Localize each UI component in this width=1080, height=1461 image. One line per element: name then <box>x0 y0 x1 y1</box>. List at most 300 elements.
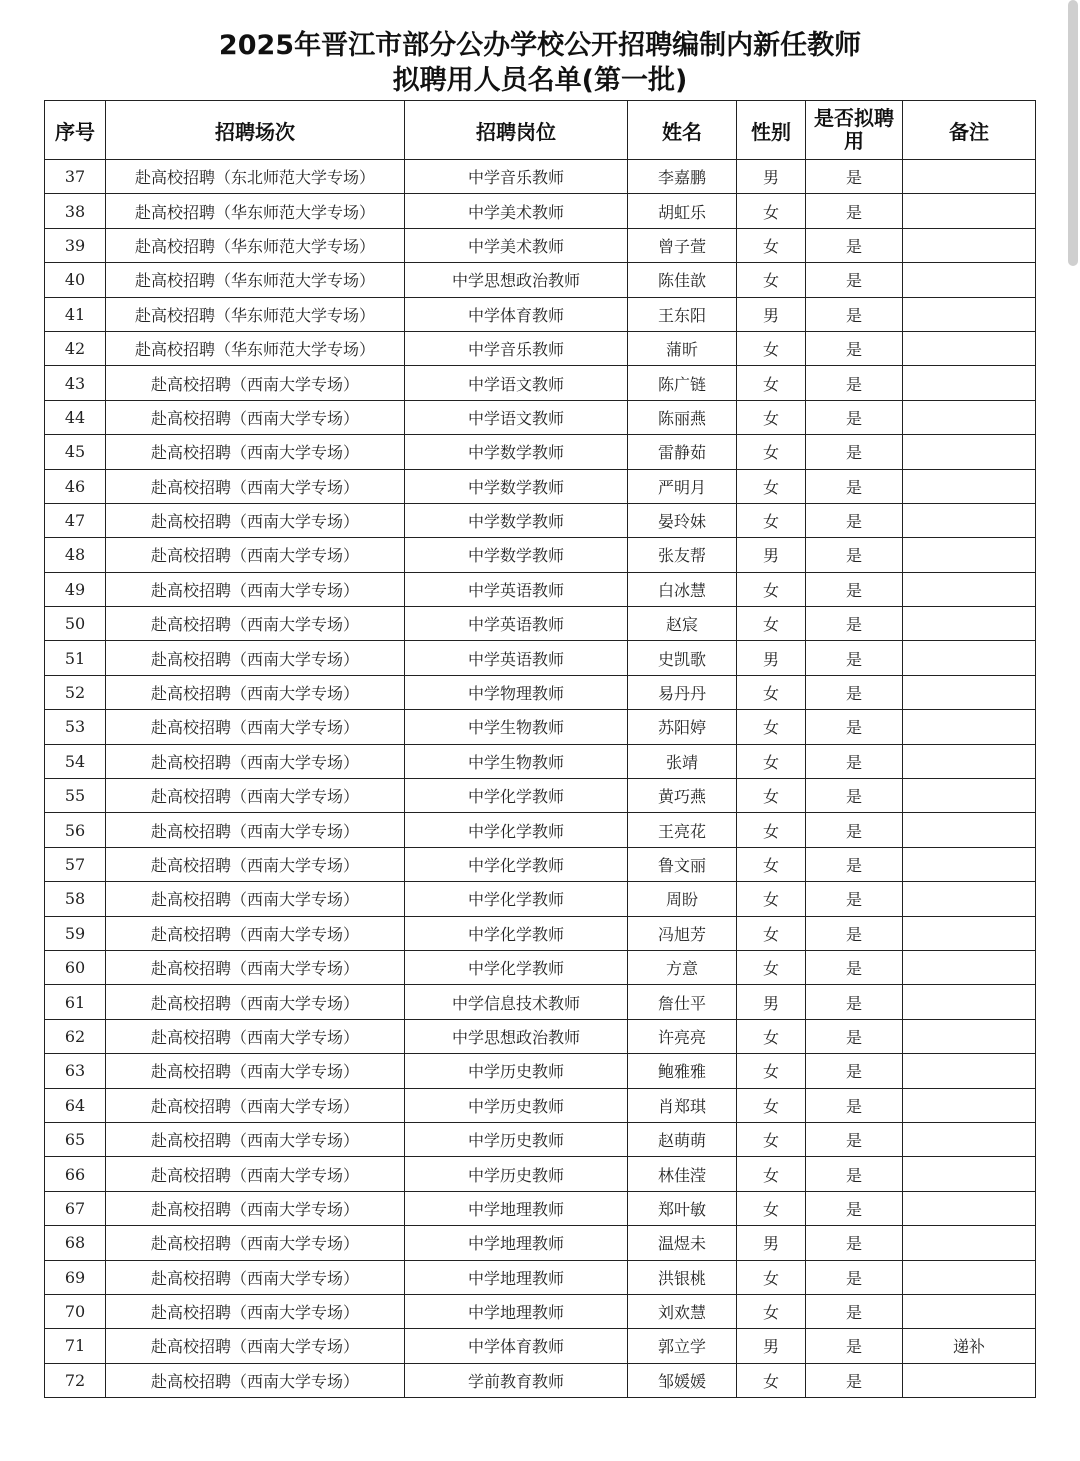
cell-index: 71 <box>45 1329 106 1363</box>
cell-note <box>903 297 1036 331</box>
cell-position: 中学信息技术教师 <box>405 985 628 1019</box>
table-row <box>45 744 1036 778</box>
cell-name: 郑叶敏 <box>628 1191 737 1225</box>
cell-index: 52 <box>45 675 106 709</box>
cell-note <box>903 847 1036 881</box>
header-name: 姓名 <box>628 101 737 160</box>
cell-gender: 女 <box>737 710 806 744</box>
cell-name: 邹媛媛 <box>628 1363 737 1397</box>
cell-note <box>903 435 1036 469</box>
cell-name: 刘欢慧 <box>628 1294 737 1328</box>
cell-session: 赴高校招聘（西南大学专场） <box>106 503 405 537</box>
table-row <box>45 297 1036 331</box>
document-title-line2: 拟聘用人员名单(第一批) <box>392 65 688 96</box>
cell-position: 中学地理教师 <box>405 1191 628 1225</box>
cell-note <box>903 538 1036 572</box>
cell-index: 47 <box>45 503 106 537</box>
cell-index: 58 <box>45 882 106 916</box>
cell-gender: 女 <box>737 607 806 641</box>
table-row <box>45 1260 1036 1294</box>
cell-index: 48 <box>45 538 106 572</box>
cell-note <box>903 813 1036 847</box>
cell-hire: 是 <box>806 847 903 881</box>
cell-gender: 女 <box>737 194 806 228</box>
cell-session: 赴高校招聘（西南大学专场） <box>106 1088 405 1122</box>
cell-index: 37 <box>45 160 106 194</box>
cell-position: 中学美术教师 <box>405 194 628 228</box>
cell-position: 中学体育教师 <box>405 1329 628 1363</box>
cell-gender: 女 <box>737 813 806 847</box>
cell-session: 赴高校招聘（西南大学专场） <box>106 813 405 847</box>
table-row <box>45 779 1036 813</box>
cell-note <box>903 641 1036 675</box>
cell-hire: 是 <box>806 675 903 709</box>
cell-note <box>903 1122 1036 1156</box>
cell-note: 递补 <box>903 1329 1036 1363</box>
table-row <box>45 228 1036 262</box>
cell-position: 中学化学教师 <box>405 779 628 813</box>
cell-session: 赴高校招聘（西南大学专场） <box>106 950 405 984</box>
cell-position: 中学数学教师 <box>405 435 628 469</box>
cell-index: 68 <box>45 1226 106 1260</box>
cell-name: 鲁文丽 <box>628 847 737 881</box>
cell-hire: 是 <box>806 882 903 916</box>
cell-hire: 是 <box>806 1294 903 1328</box>
cell-gender: 女 <box>737 882 806 916</box>
cell-index: 63 <box>45 1054 106 1088</box>
cell-note <box>903 1054 1036 1088</box>
header-index: 序号 <box>45 101 106 160</box>
cell-index: 46 <box>45 469 106 503</box>
cell-position: 中学英语教师 <box>405 572 628 606</box>
table-row <box>45 366 1036 400</box>
cell-note <box>903 228 1036 262</box>
cell-hire: 是 <box>806 1226 903 1260</box>
cell-gender: 女 <box>737 572 806 606</box>
cell-session: 赴高校招聘（西南大学专场） <box>106 641 405 675</box>
cell-name: 曾子萱 <box>628 228 737 262</box>
table-row <box>45 1363 1036 1397</box>
cell-note <box>903 1019 1036 1053</box>
cell-hire: 是 <box>806 813 903 847</box>
cell-name: 王亮花 <box>628 813 737 847</box>
cell-gender: 男 <box>737 641 806 675</box>
cell-name: 张友帮 <box>628 538 737 572</box>
cell-hire: 是 <box>806 916 903 950</box>
cell-note <box>903 675 1036 709</box>
cell-hire: 是 <box>806 1260 903 1294</box>
cell-index: 43 <box>45 366 106 400</box>
cell-gender: 女 <box>737 1157 806 1191</box>
cell-position: 中学语文教师 <box>405 400 628 434</box>
cell-note <box>903 194 1036 228</box>
cell-hire: 是 <box>806 1019 903 1053</box>
cell-position: 中学数学教师 <box>405 538 628 572</box>
cell-name: 史凯歌 <box>628 641 737 675</box>
cell-position: 中学音乐教师 <box>405 160 628 194</box>
header-session: 招聘场次 <box>106 101 405 160</box>
cell-session: 赴高校招聘（西南大学专场） <box>106 469 405 503</box>
cell-session: 赴高校招聘（华东师范大学专场） <box>106 228 405 262</box>
cell-hire: 是 <box>806 744 903 778</box>
cell-gender: 女 <box>737 1019 806 1053</box>
cell-position: 中学美术教师 <box>405 228 628 262</box>
cell-index: 64 <box>45 1088 106 1122</box>
cell-index: 54 <box>45 744 106 778</box>
cell-name: 胡虹乐 <box>628 194 737 228</box>
table-row <box>45 400 1036 434</box>
cell-hire: 是 <box>806 228 903 262</box>
cell-gender: 女 <box>737 779 806 813</box>
cell-note <box>903 1226 1036 1260</box>
cell-hire: 是 <box>806 194 903 228</box>
cell-session: 赴高校招聘（华东师范大学专场） <box>106 194 405 228</box>
cell-gender: 女 <box>737 1260 806 1294</box>
cell-name: 晏玲妹 <box>628 503 737 537</box>
cell-name: 张靖 <box>628 744 737 778</box>
cell-position: 中学数学教师 <box>405 503 628 537</box>
cell-session: 赴高校招聘（西南大学专场） <box>106 1019 405 1053</box>
cell-name: 许亮亮 <box>628 1019 737 1053</box>
cell-position: 中学数学教师 <box>405 469 628 503</box>
cell-name: 赵萌萌 <box>628 1122 737 1156</box>
cell-gender: 男 <box>737 160 806 194</box>
cell-session: 赴高校招聘（华东师范大学专场） <box>106 263 405 297</box>
cell-position: 中学物理教师 <box>405 675 628 709</box>
cell-session: 赴高校招聘（东北师范大学专场） <box>106 160 405 194</box>
cell-session: 赴高校招聘（西南大学专场） <box>106 744 405 778</box>
cell-note <box>903 1260 1036 1294</box>
table-row <box>45 882 1036 916</box>
cell-gender: 女 <box>737 228 806 262</box>
cell-note <box>903 263 1036 297</box>
table-row <box>45 1294 1036 1328</box>
cell-session: 赴高校招聘（西南大学专场） <box>106 1122 405 1156</box>
cell-session: 赴高校招聘（西南大学专场） <box>106 1294 405 1328</box>
cell-gender: 男 <box>737 1329 806 1363</box>
cell-session: 赴高校招聘（西南大学专场） <box>106 916 405 950</box>
cell-name: 黄巧燕 <box>628 779 737 813</box>
cell-hire: 是 <box>806 1054 903 1088</box>
cell-name: 周盼 <box>628 882 737 916</box>
candidate-table <box>44 100 1036 1398</box>
cell-hire: 是 <box>806 538 903 572</box>
cell-position: 中学化学教师 <box>405 847 628 881</box>
cell-name: 洪银桃 <box>628 1260 737 1294</box>
cell-session: 赴高校招聘（西南大学专场） <box>106 1329 405 1363</box>
cell-note <box>903 744 1036 778</box>
cell-name: 冯旭芳 <box>628 916 737 950</box>
cell-gender: 女 <box>737 916 806 950</box>
cell-name: 肖郑琪 <box>628 1088 737 1122</box>
cell-name: 方意 <box>628 950 737 984</box>
cell-gender: 男 <box>737 985 806 1019</box>
cell-session: 赴高校招聘（西南大学专场） <box>106 847 405 881</box>
cell-session: 赴高校招聘（华东师范大学专场） <box>106 297 405 331</box>
cell-index: 70 <box>45 1294 106 1328</box>
cell-gender: 女 <box>737 435 806 469</box>
cell-position: 中学思想政治教师 <box>405 263 628 297</box>
table-row <box>45 1329 1036 1363</box>
cell-note <box>903 1294 1036 1328</box>
cell-position: 中学英语教师 <box>405 607 628 641</box>
table-row <box>45 160 1036 194</box>
cell-index: 38 <box>45 194 106 228</box>
cell-note <box>903 1157 1036 1191</box>
cell-note <box>903 572 1036 606</box>
cell-name: 李嘉鹏 <box>628 160 737 194</box>
cell-gender: 女 <box>737 503 806 537</box>
cell-index: 40 <box>45 263 106 297</box>
cell-note <box>903 1191 1036 1225</box>
cell-gender: 男 <box>737 538 806 572</box>
cell-index: 53 <box>45 710 106 744</box>
cell-position: 中学体育教师 <box>405 297 628 331</box>
table-row <box>45 847 1036 881</box>
cell-position: 中学化学教师 <box>405 813 628 847</box>
table-row <box>45 572 1036 606</box>
table-row <box>45 1122 1036 1156</box>
cell-index: 59 <box>45 916 106 950</box>
cell-index: 67 <box>45 1191 106 1225</box>
cell-hire: 是 <box>806 435 903 469</box>
cell-session: 赴高校招聘（西南大学专场） <box>106 985 405 1019</box>
cell-note <box>903 950 1036 984</box>
cell-index: 65 <box>45 1122 106 1156</box>
table-row <box>45 1054 1036 1088</box>
cell-hire: 是 <box>806 779 903 813</box>
cell-gender: 女 <box>737 1054 806 1088</box>
cell-hire: 是 <box>806 297 903 331</box>
table-row <box>45 538 1036 572</box>
cell-hire: 是 <box>806 710 903 744</box>
cell-position: 中学英语教师 <box>405 641 628 675</box>
table-row <box>45 331 1036 365</box>
table-row <box>45 985 1036 1019</box>
cell-hire: 是 <box>806 331 903 365</box>
cell-index: 45 <box>45 435 106 469</box>
cell-hire: 是 <box>806 1088 903 1122</box>
cell-note <box>903 985 1036 1019</box>
cell-name: 温煜未 <box>628 1226 737 1260</box>
cell-note <box>903 366 1036 400</box>
scrollbar-thumb[interactable] <box>1068 0 1078 266</box>
cell-index: 62 <box>45 1019 106 1053</box>
table-row <box>45 607 1036 641</box>
cell-session: 赴高校招聘（西南大学专场） <box>106 366 405 400</box>
cell-index: 57 <box>45 847 106 881</box>
cell-gender: 女 <box>737 1088 806 1122</box>
table-row <box>45 469 1036 503</box>
header-note: 备注 <box>903 101 1036 160</box>
cell-gender: 女 <box>737 950 806 984</box>
cell-session: 赴高校招聘（西南大学专场） <box>106 1054 405 1088</box>
cell-name: 林佳滢 <box>628 1157 737 1191</box>
cell-position: 中学化学教师 <box>405 916 628 950</box>
cell-gender: 女 <box>737 366 806 400</box>
table-row <box>45 1226 1036 1260</box>
cell-position: 中学音乐教师 <box>405 331 628 365</box>
cell-position: 中学生物教师 <box>405 744 628 778</box>
table-row <box>45 435 1036 469</box>
cell-position: 中学化学教师 <box>405 950 628 984</box>
cell-index: 56 <box>45 813 106 847</box>
cell-index: 44 <box>45 400 106 434</box>
cell-index: 41 <box>45 297 106 331</box>
table-row <box>45 1088 1036 1122</box>
cell-index: 66 <box>45 1157 106 1191</box>
cell-index: 61 <box>45 985 106 1019</box>
cell-name: 郭立学 <box>628 1329 737 1363</box>
cell-index: 69 <box>45 1260 106 1294</box>
cell-session: 赴高校招聘（西南大学专场） <box>106 572 405 606</box>
cell-position: 中学化学教师 <box>405 882 628 916</box>
cell-index: 55 <box>45 779 106 813</box>
cell-name: 陈丽燕 <box>628 400 737 434</box>
cell-hire: 是 <box>806 1122 903 1156</box>
cell-note <box>903 779 1036 813</box>
cell-name: 赵宸 <box>628 607 737 641</box>
cell-session: 赴高校招聘（西南大学专场） <box>106 400 405 434</box>
cell-session: 赴高校招聘（西南大学专场） <box>106 779 405 813</box>
table-row <box>45 194 1036 228</box>
cell-note <box>903 503 1036 537</box>
cell-gender: 女 <box>737 469 806 503</box>
cell-name: 陈广链 <box>628 366 737 400</box>
cell-gender: 女 <box>737 744 806 778</box>
cell-name: 詹仕平 <box>628 985 737 1019</box>
table-row <box>45 641 1036 675</box>
cell-position: 中学地理教师 <box>405 1294 628 1328</box>
cell-gender: 男 <box>737 1226 806 1260</box>
cell-gender: 女 <box>737 1122 806 1156</box>
header-gender: 性别 <box>737 101 806 160</box>
cell-position: 中学历史教师 <box>405 1054 628 1088</box>
cell-session: 赴高校招聘（西南大学专场） <box>106 710 405 744</box>
table-row <box>45 675 1036 709</box>
cell-gender: 男 <box>737 297 806 331</box>
cell-index: 42 <box>45 331 106 365</box>
cell-hire: 是 <box>806 1329 903 1363</box>
cell-hire: 是 <box>806 1191 903 1225</box>
cell-name: 易丹丹 <box>628 675 737 709</box>
cell-gender: 女 <box>737 1294 806 1328</box>
cell-session: 赴高校招聘（西南大学专场） <box>106 1260 405 1294</box>
cell-hire: 是 <box>806 366 903 400</box>
cell-hire: 是 <box>806 503 903 537</box>
table-header-row <box>45 101 1036 160</box>
cell-note <box>903 1363 1036 1397</box>
cell-session: 赴高校招聘（西南大学专场） <box>106 882 405 916</box>
cell-note <box>903 916 1036 950</box>
cell-index: 39 <box>45 228 106 262</box>
cell-note <box>903 400 1036 434</box>
cell-note <box>903 160 1036 194</box>
cell-note <box>903 469 1036 503</box>
cell-session: 赴高校招聘（西南大学专场） <box>106 675 405 709</box>
cell-session: 赴高校招聘（西南大学专场） <box>106 538 405 572</box>
document-title-line1: 2025年晋江市部分公办学校公开招聘编制内新任教师 <box>218 30 862 61</box>
table-row <box>45 710 1036 744</box>
table-row <box>45 916 1036 950</box>
cell-gender: 女 <box>737 263 806 297</box>
cell-hire: 是 <box>806 607 903 641</box>
cell-session: 赴高校招聘（西南大学专场） <box>106 1191 405 1225</box>
cell-session: 赴高校招聘（西南大学专场） <box>106 1157 405 1191</box>
table-row <box>45 950 1036 984</box>
cell-note <box>903 710 1036 744</box>
cell-hire: 是 <box>806 400 903 434</box>
cell-session: 赴高校招聘（西南大学专场） <box>106 1363 405 1397</box>
cell-index: 60 <box>45 950 106 984</box>
cell-name: 王东阳 <box>628 297 737 331</box>
cell-position: 学前教育教师 <box>405 1363 628 1397</box>
cell-position: 中学地理教师 <box>405 1260 628 1294</box>
cell-position: 中学语文教师 <box>405 366 628 400</box>
cell-position: 中学历史教师 <box>405 1088 628 1122</box>
table-row <box>45 1157 1036 1191</box>
cell-position: 中学地理教师 <box>405 1226 628 1260</box>
cell-note <box>903 607 1036 641</box>
cell-gender: 女 <box>737 1363 806 1397</box>
cell-name: 白冰慧 <box>628 572 737 606</box>
cell-note <box>903 1088 1036 1122</box>
cell-name: 鲍雅雅 <box>628 1054 737 1088</box>
cell-gender: 女 <box>737 331 806 365</box>
cell-note <box>903 882 1036 916</box>
table-row <box>45 503 1036 537</box>
cell-hire: 是 <box>806 641 903 675</box>
table-row <box>45 1191 1036 1225</box>
cell-gender: 女 <box>737 675 806 709</box>
table-row <box>45 263 1036 297</box>
cell-name: 雷静茹 <box>628 435 737 469</box>
cell-index: 51 <box>45 641 106 675</box>
cell-hire: 是 <box>806 263 903 297</box>
header-hire: 是否拟聘用 <box>806 101 903 160</box>
cell-position: 中学历史教师 <box>405 1157 628 1191</box>
cell-index: 49 <box>45 572 106 606</box>
cell-gender: 女 <box>737 847 806 881</box>
cell-hire: 是 <box>806 985 903 1019</box>
cell-gender: 女 <box>737 1191 806 1225</box>
table-row <box>45 813 1036 847</box>
cell-hire: 是 <box>806 1363 903 1397</box>
cell-index: 50 <box>45 607 106 641</box>
cell-position: 中学生物教师 <box>405 710 628 744</box>
cell-name: 严明月 <box>628 469 737 503</box>
cell-note <box>903 331 1036 365</box>
cell-hire: 是 <box>806 160 903 194</box>
cell-name: 蒲昕 <box>628 331 737 365</box>
cell-name: 陈佳歆 <box>628 263 737 297</box>
cell-hire: 是 <box>806 1157 903 1191</box>
cell-gender: 女 <box>737 400 806 434</box>
cell-position: 中学历史教师 <box>405 1122 628 1156</box>
cell-position: 中学思想政治教师 <box>405 1019 628 1053</box>
cell-session: 赴高校招聘（西南大学专场） <box>106 435 405 469</box>
cell-session: 赴高校招聘（华东师范大学专场） <box>106 331 405 365</box>
cell-hire: 是 <box>806 950 903 984</box>
table-row <box>45 1019 1036 1053</box>
cell-session: 赴高校招聘（西南大学专场） <box>106 1226 405 1260</box>
cell-session: 赴高校招聘（西南大学专场） <box>106 607 405 641</box>
header-position: 招聘岗位 <box>405 101 628 160</box>
cell-hire: 是 <box>806 469 903 503</box>
cell-index: 72 <box>45 1363 106 1397</box>
cell-hire: 是 <box>806 572 903 606</box>
cell-name: 苏阳婷 <box>628 710 737 744</box>
